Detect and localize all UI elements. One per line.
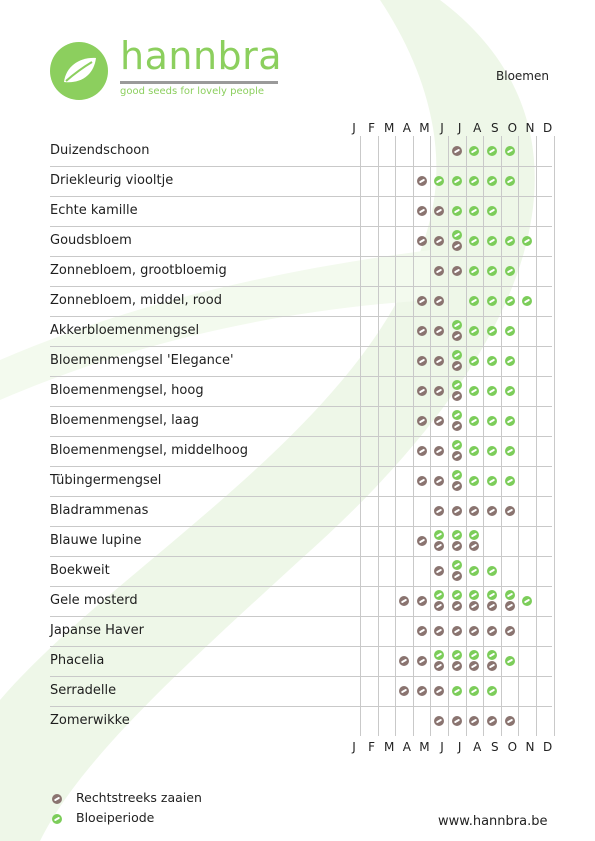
bloom-marker-icon [487, 416, 497, 426]
sow-marker-icon [452, 571, 462, 581]
table-row [50, 616, 552, 647]
legend-bloom-label: Bloeiperiode [76, 810, 155, 825]
sow-marker-icon [452, 421, 462, 431]
sow-icon [52, 794, 62, 804]
bloom-marker-icon [487, 686, 497, 696]
plant-name: Tübingermengsel [50, 473, 162, 488]
sow-marker-icon [434, 356, 444, 366]
sow-marker-icon [505, 506, 515, 516]
month-label: N [525, 740, 535, 754]
sow-marker-icon [487, 626, 497, 636]
bloom-marker-icon [487, 326, 497, 336]
bloom-marker-icon [452, 206, 462, 216]
plant-name: Goudsbloem [50, 233, 132, 248]
plant-name: Bloemenmengsel, middelhoog [50, 443, 248, 458]
month-label: D [542, 121, 553, 135]
sow-marker-icon [487, 716, 497, 726]
bloom-marker-icon [469, 566, 479, 576]
sow-marker-icon [452, 481, 462, 491]
sow-marker-icon [434, 476, 444, 486]
table-row [50, 166, 552, 197]
table-row [50, 226, 552, 257]
bloom-marker-icon [452, 350, 462, 360]
month-label: A [473, 740, 482, 754]
bloom-marker-icon [505, 146, 515, 156]
bloom-marker-icon [522, 236, 532, 246]
plant-name: Echte kamille [50, 203, 138, 218]
sow-marker-icon [469, 506, 479, 516]
sow-marker-icon [452, 361, 462, 371]
month-label: J [440, 121, 444, 135]
brand-name: hannbra [120, 34, 283, 78]
month-label: O [507, 121, 518, 135]
sow-marker-icon [434, 626, 444, 636]
sow-marker-icon [434, 296, 444, 306]
bloom-marker-icon [522, 596, 532, 606]
table-row [50, 316, 552, 347]
plant-name: Driekleurig viooltje [50, 173, 174, 188]
bloom-marker-icon [469, 146, 479, 156]
sow-marker-icon [452, 146, 462, 156]
website-url: www.hannbra.be [438, 814, 548, 829]
month-label: F [368, 740, 376, 754]
table-row [50, 496, 552, 527]
sow-marker-icon [505, 626, 515, 636]
sow-marker-icon [469, 541, 479, 551]
sow-marker-icon [434, 266, 444, 276]
sow-marker-icon [417, 656, 427, 666]
bloom-marker-icon [505, 446, 515, 456]
sow-marker-icon [469, 716, 479, 726]
month-label: A [473, 121, 482, 135]
sow-marker-icon [452, 506, 462, 516]
bloom-marker-icon [434, 590, 444, 600]
bloom-marker-icon [505, 656, 515, 666]
bloom-marker-icon [452, 380, 462, 390]
bloom-icon [52, 814, 62, 824]
month-label: M [419, 121, 430, 135]
planting-calendar-grid [50, 136, 552, 736]
bloom-marker-icon [469, 296, 479, 306]
sow-marker-icon [434, 686, 444, 696]
sow-marker-icon [434, 506, 444, 516]
table-row [50, 406, 552, 437]
bloom-marker-icon [505, 476, 515, 486]
bloom-marker-icon [487, 476, 497, 486]
bloom-marker-icon [469, 266, 479, 276]
bloom-marker-icon [452, 410, 462, 420]
month-label: F [368, 121, 376, 135]
bloom-marker-icon [487, 266, 497, 276]
sow-marker-icon [399, 686, 409, 696]
bloom-marker-icon [452, 560, 462, 570]
bloom-marker-icon [505, 326, 515, 336]
table-row [50, 586, 552, 617]
bloom-marker-icon [522, 296, 532, 306]
bloom-marker-icon [452, 530, 462, 540]
bloom-marker-icon [487, 356, 497, 366]
bloom-marker-icon [469, 476, 479, 486]
plant-name: Zonnebloem, grootbloemig [50, 263, 227, 278]
bloom-marker-icon [452, 470, 462, 480]
bloom-marker-icon [469, 530, 479, 540]
category-title: Bloemen [496, 69, 549, 83]
sow-marker-icon [469, 626, 479, 636]
sow-marker-icon [505, 716, 515, 726]
sow-marker-icon [434, 541, 444, 551]
bloom-marker-icon [487, 176, 497, 186]
table-row [50, 646, 552, 677]
bloom-marker-icon [487, 146, 497, 156]
bloom-marker-icon [469, 206, 479, 216]
bloom-marker-icon [487, 566, 497, 576]
bloom-marker-icon [487, 446, 497, 456]
bloom-marker-icon [434, 176, 444, 186]
sow-marker-icon [434, 386, 444, 396]
bloom-marker-icon [452, 686, 462, 696]
sow-marker-icon [417, 686, 427, 696]
table-row [50, 466, 552, 497]
bloom-marker-icon [452, 320, 462, 330]
legend [52, 790, 312, 830]
sow-marker-icon [452, 266, 462, 276]
plant-name: Phacelia [50, 653, 105, 668]
sow-marker-icon [417, 296, 427, 306]
month-label: D [542, 740, 553, 754]
sow-marker-icon [417, 236, 427, 246]
plant-name: Gele mosterd [50, 593, 138, 608]
bloom-marker-icon [487, 236, 497, 246]
sow-marker-icon [452, 391, 462, 401]
bloom-marker-icon [487, 650, 497, 660]
plant-name: Bloemenmengsel, hoog [50, 383, 204, 398]
sow-marker-icon [487, 601, 497, 611]
month-divider [554, 136, 555, 736]
sow-marker-icon [487, 661, 497, 671]
bloom-marker-icon [469, 590, 479, 600]
bloom-marker-icon [469, 176, 479, 186]
plant-name: Bloemenmengsel 'Elegance' [50, 353, 234, 368]
sow-marker-icon [417, 626, 427, 636]
month-label: J [352, 121, 356, 135]
plant-name: Duizendschoon [50, 143, 150, 158]
month-label: J [440, 740, 444, 754]
sow-marker-icon [434, 446, 444, 456]
bloom-marker-icon [452, 440, 462, 450]
bloom-marker-icon [505, 176, 515, 186]
bloom-marker-icon [505, 356, 515, 366]
sow-marker-icon [417, 206, 427, 216]
bloom-marker-icon [487, 590, 497, 600]
bloom-marker-icon [452, 176, 462, 186]
month-label: M [384, 740, 395, 754]
bloom-marker-icon [487, 206, 497, 216]
sow-marker-icon [417, 356, 427, 366]
bloom-marker-icon [505, 296, 515, 306]
bloom-marker-icon [469, 386, 479, 396]
bloom-marker-icon [452, 230, 462, 240]
sow-marker-icon [487, 506, 497, 516]
sow-marker-icon [434, 566, 444, 576]
bloom-marker-icon [505, 386, 515, 396]
table-row [50, 556, 552, 587]
plant-name: Boekweit [50, 563, 110, 578]
month-label: O [507, 740, 518, 754]
sow-marker-icon [452, 451, 462, 461]
sow-marker-icon [399, 656, 409, 666]
bloom-marker-icon [434, 530, 444, 540]
bloom-marker-icon [505, 416, 515, 426]
table-row [50, 286, 552, 317]
sow-marker-icon [452, 241, 462, 251]
table-row [50, 256, 552, 287]
brand-tagline: good seeds for lovely people [120, 86, 265, 97]
month-label: J [457, 121, 462, 135]
month-label: S [490, 740, 499, 754]
logo-icon [50, 42, 108, 100]
sow-marker-icon [452, 331, 462, 341]
month-label: A [402, 740, 411, 754]
plant-name: Blauwe lupine [50, 533, 142, 548]
sow-marker-icon [434, 661, 444, 671]
bloom-marker-icon [469, 356, 479, 366]
table-row [50, 706, 552, 736]
plant-name: Akkerbloemenmengsel [50, 323, 200, 338]
bloom-marker-icon [452, 650, 462, 660]
sow-marker-icon [417, 476, 427, 486]
plant-name: Serradelle [50, 683, 117, 698]
bloom-marker-icon [469, 416, 479, 426]
sow-marker-icon [505, 601, 515, 611]
plant-name: Zomerwikke [50, 713, 130, 728]
bloom-marker-icon [505, 266, 515, 276]
sow-marker-icon [434, 416, 444, 426]
sow-marker-icon [417, 416, 427, 426]
sow-marker-icon [417, 536, 427, 546]
sow-marker-icon [469, 661, 479, 671]
sow-marker-icon [417, 326, 427, 336]
plant-name: Zonnebloem, middel, rood [50, 293, 222, 308]
sow-marker-icon [417, 596, 427, 606]
month-label: N [525, 121, 535, 135]
leaf-icon [50, 42, 108, 100]
bloom-marker-icon [434, 650, 444, 660]
table-row [50, 136, 552, 167]
sow-marker-icon [417, 176, 427, 186]
month-label: J [457, 740, 462, 754]
table-row [50, 676, 552, 707]
sow-marker-icon [452, 661, 462, 671]
sow-marker-icon [434, 236, 444, 246]
bloom-marker-icon [487, 296, 497, 306]
sow-marker-icon [452, 541, 462, 551]
sow-marker-icon [452, 601, 462, 611]
month-label: M [384, 121, 395, 135]
table-row [50, 436, 552, 467]
bloom-marker-icon [469, 326, 479, 336]
plant-name: Bloemenmengsel, laag [50, 413, 199, 428]
bloom-marker-icon [469, 446, 479, 456]
bloom-marker-icon [469, 650, 479, 660]
table-row [50, 526, 552, 557]
sow-marker-icon [452, 716, 462, 726]
bloom-marker-icon [469, 686, 479, 696]
bloom-marker-icon [505, 236, 515, 246]
plant-name: Bladrammenas [50, 503, 149, 518]
month-label: S [490, 121, 499, 135]
bloom-marker-icon [505, 590, 515, 600]
month-header-bottom [344, 740, 554, 754]
sow-marker-icon [434, 716, 444, 726]
legend-sow-label: Rechtstreeks zaaien [76, 790, 202, 805]
sow-marker-icon [434, 206, 444, 216]
table-row [50, 346, 552, 377]
sow-marker-icon [452, 626, 462, 636]
month-label: M [419, 740, 430, 754]
month-label: J [352, 740, 356, 754]
sow-marker-icon [417, 446, 427, 456]
sow-marker-icon [434, 326, 444, 336]
brand-underline [120, 81, 278, 84]
table-row [50, 376, 552, 407]
month-header-top [344, 121, 554, 135]
bloom-marker-icon [452, 590, 462, 600]
plant-name: Japanse Haver [50, 623, 144, 638]
bloom-marker-icon [487, 386, 497, 396]
sow-marker-icon [434, 601, 444, 611]
bloom-marker-icon [469, 236, 479, 246]
month-label: A [402, 121, 411, 135]
table-row [50, 196, 552, 227]
sow-marker-icon [399, 596, 409, 606]
sow-marker-icon [417, 386, 427, 396]
sow-marker-icon [469, 601, 479, 611]
